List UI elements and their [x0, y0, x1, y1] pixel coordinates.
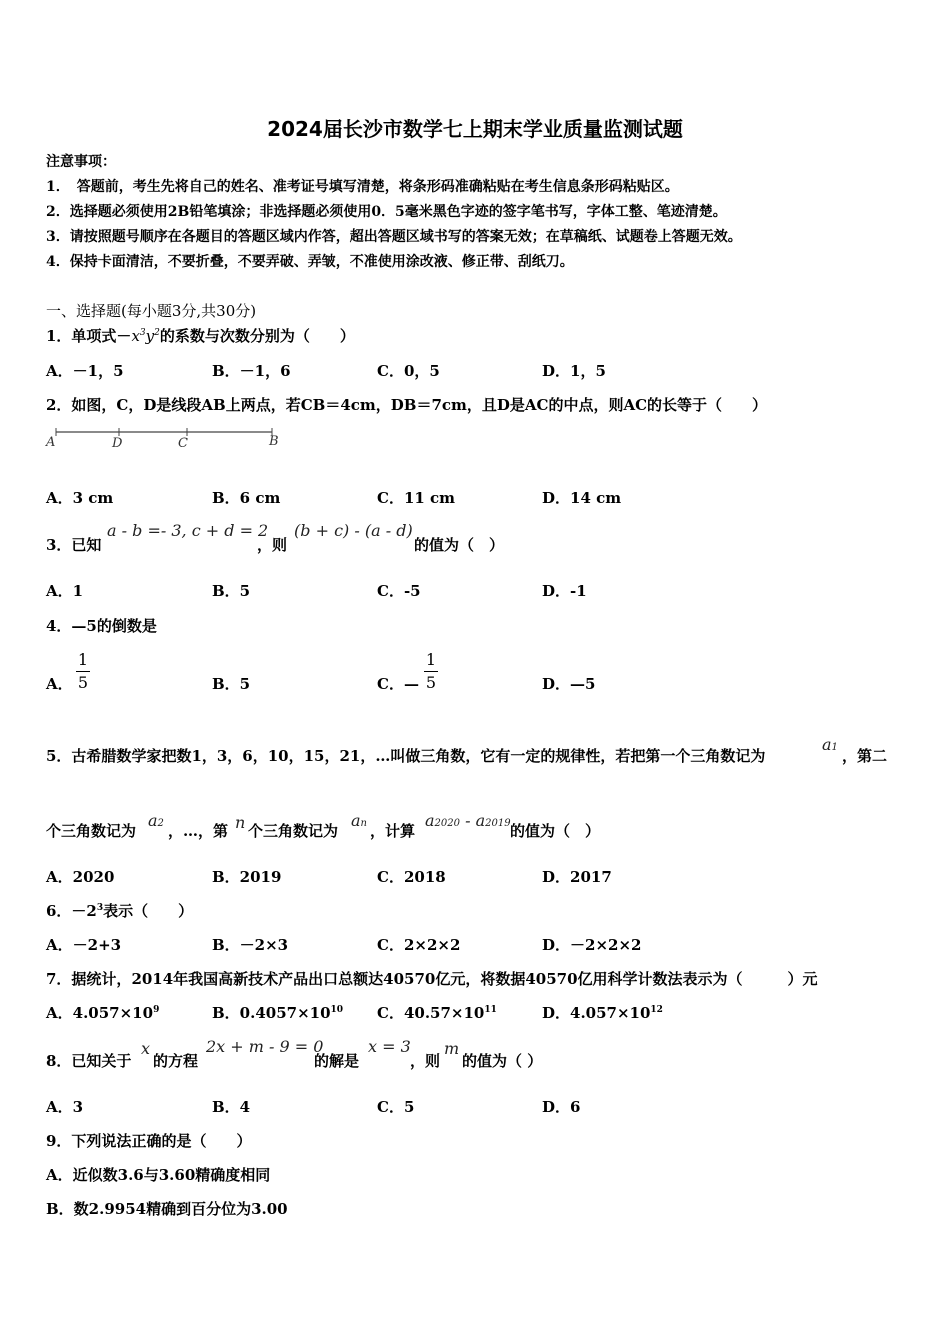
- q9-option-b[interactable]: B．数2.9954精确到百分位为3.00: [46, 1200, 288, 1218]
- q4-fraction-a: 1 5: [77, 650, 89, 692]
- q7-option-b[interactable]: B．$0.4057\times 10^{10}$: [212, 1004, 344, 1022]
- q8-equation: 2x + m - 9 = 0: [206, 1037, 324, 1056]
- q8-ask: 的值为（ ）: [462, 1052, 543, 1070]
- q8-option-b[interactable]: B．4: [212, 1098, 251, 1116]
- question-6-stem: 6．$-2^3$表示（ ）: [46, 902, 194, 920]
- q2-option-d[interactable]: D．14 cm: [542, 489, 622, 507]
- q8-variable-m: m: [444, 1039, 460, 1058]
- q3-option-c[interactable]: C．-5: [377, 582, 421, 600]
- notice-item-1: 1． 答题前，考生先将自己的姓名、准考证号填写清楚，将条形码准确粘贴在考生信息条形码粘贴区。: [46, 179, 679, 195]
- q6-option-d[interactable]: D．－2×2×2: [542, 936, 642, 954]
- q8-solution: x = 3: [368, 1037, 411, 1056]
- q3-given-expression: a - b =- 3, c + d = 2: [107, 521, 269, 540]
- notice-item-2: 2．选择题必须使用2B铅笔填涂；非选择题必须使用0．5毫米黑色字迹的签字笔书写，字体工整、笔迹清楚。: [46, 204, 727, 220]
- q4-option-b[interactable]: B．5: [212, 675, 251, 693]
- notice-item-4: 4．保持卡面清洁，不要折叠，不要弄破、弄皱，不准使用涂改液、修正带、刮纸刀。: [46, 254, 574, 270]
- q4-option-d[interactable]: D．—5: [542, 675, 596, 693]
- q3-option-a[interactable]: A．1: [46, 582, 84, 600]
- q2-option-b[interactable]: B．6 cm: [212, 489, 281, 507]
- q7-option-a[interactable]: A．$4.057\times 10^9$: [46, 1004, 160, 1022]
- q5-line2-b: ，…，第: [168, 822, 229, 840]
- q8-variable-x: x: [141, 1039, 151, 1058]
- notice-item-3: 3．请按照题号顺序在各题目的答题区域内作答，超出答题区域书写的答案无效；在草稿纸、试题卷上答题无效。: [46, 229, 742, 245]
- q4-option-c[interactable]: C．—: [377, 675, 419, 693]
- q6-option-b[interactable]: B．－2×3: [212, 936, 289, 954]
- q3-then: ，则: [257, 536, 288, 554]
- q6-option-a[interactable]: A．－2+3: [46, 936, 122, 954]
- q7-option-c[interactable]: C．$40.57\times 10^{11}$: [377, 1004, 497, 1022]
- q5-line2-d: ，计算: [370, 822, 416, 840]
- q5-symbol-n: n: [235, 813, 246, 832]
- q1-option-d[interactable]: D．1，5: [542, 362, 606, 380]
- q4-fraction-c: 1 5: [425, 650, 437, 692]
- q2-option-a[interactable]: A．3 cm: [46, 489, 114, 507]
- notice-heading: 注意事项：: [46, 154, 116, 170]
- question-9-stem: 9．下列说法正确的是（ ）: [46, 1132, 252, 1150]
- q8-option-a[interactable]: A．3: [46, 1098, 84, 1116]
- q8-then: ，则: [410, 1052, 441, 1070]
- question-1-stem: 1．单项式$-x^3y^2$的系数与次数分别为（ ）: [46, 327, 355, 345]
- q1-option-a[interactable]: A．－1，5: [46, 362, 124, 380]
- point-label-a: A: [46, 435, 56, 450]
- q3-ask: 的值为（ ）: [414, 536, 505, 554]
- q3-target-expression: (b + c) - (a - d): [294, 521, 413, 540]
- q7-option-d[interactable]: D．$4.057\times 10^{12}$: [542, 1004, 663, 1022]
- question-3-label: 3．已知: [46, 536, 102, 554]
- question-4-stem: 4．—5的倒数是: [46, 617, 157, 635]
- q5-line2-c: 个三角数记为: [248, 822, 339, 840]
- exam-title: 2024届长沙市数学七上期末学业质量监测试题: [267, 117, 683, 141]
- section-heading: 一、选择题(每小题3分,共30分): [46, 302, 257, 320]
- q5-option-d[interactable]: D．2017: [542, 868, 612, 886]
- q2-option-c[interactable]: C．11 cm: [377, 489, 456, 507]
- q8-option-d[interactable]: D．6: [542, 1098, 581, 1116]
- q3-option-b[interactable]: B．5: [212, 582, 251, 600]
- question-5-stem-line1: 5．古希腊数学家把数1，3，6，10，15，21，…叫做三角数，它有一定的规律性，若把第一个三角数记为: [46, 747, 766, 765]
- question-2-stem: 2．如图，C，D是线段AB上两点，若CB＝4cm，DB＝7cm，且D是AC的中点，则AC的长等于（ ）: [46, 396, 768, 414]
- line-segment-figure: [44, 422, 284, 452]
- q5-option-c[interactable]: C．2018: [377, 868, 446, 886]
- q5-line2-e: 的值为（ ）: [510, 822, 601, 840]
- q5-symbol-an: an: [351, 811, 367, 830]
- point-label-b: B: [269, 434, 279, 449]
- q5-option-a[interactable]: A．2020: [46, 868, 115, 886]
- q5-symbol-a2: a2: [148, 811, 164, 830]
- q5-option-b[interactable]: B．2019: [212, 868, 282, 886]
- q1-option-c[interactable]: C．0，5: [377, 362, 440, 380]
- q1-option-b[interactable]: B．－1，6: [212, 362, 291, 380]
- q5-stem-line1-end: ，第二: [842, 747, 888, 765]
- monomial-expression: $x^3y^2$: [131, 327, 160, 345]
- q4-option-a[interactable]: A．: [46, 675, 73, 693]
- q5-symbol-a1: a1: [822, 735, 838, 754]
- point-label-c: C: [178, 436, 188, 451]
- q8-equation-label: 的方程: [153, 1052, 199, 1070]
- question-7-stem: 7．据统计，2014年我国高新技术产品出口总额达40570亿元，将数据40570亿用科学计数法表示为（ ）元: [46, 970, 818, 988]
- point-label-d: D: [112, 436, 123, 451]
- q9-option-a[interactable]: A．近似数3.6与3.60精确度相同: [46, 1166, 271, 1184]
- question-8-label: 8．已知关于: [46, 1052, 132, 1070]
- q3-option-d[interactable]: D．-1: [542, 582, 587, 600]
- q8-option-c[interactable]: C．5: [377, 1098, 415, 1116]
- q5-difference-expression: a2020 - a2019: [425, 811, 511, 830]
- q8-solution-label: 的解是: [314, 1052, 360, 1070]
- q6-option-c[interactable]: C．2×2×2: [377, 936, 461, 954]
- q5-line2-a: 个三角数记为: [46, 822, 137, 840]
